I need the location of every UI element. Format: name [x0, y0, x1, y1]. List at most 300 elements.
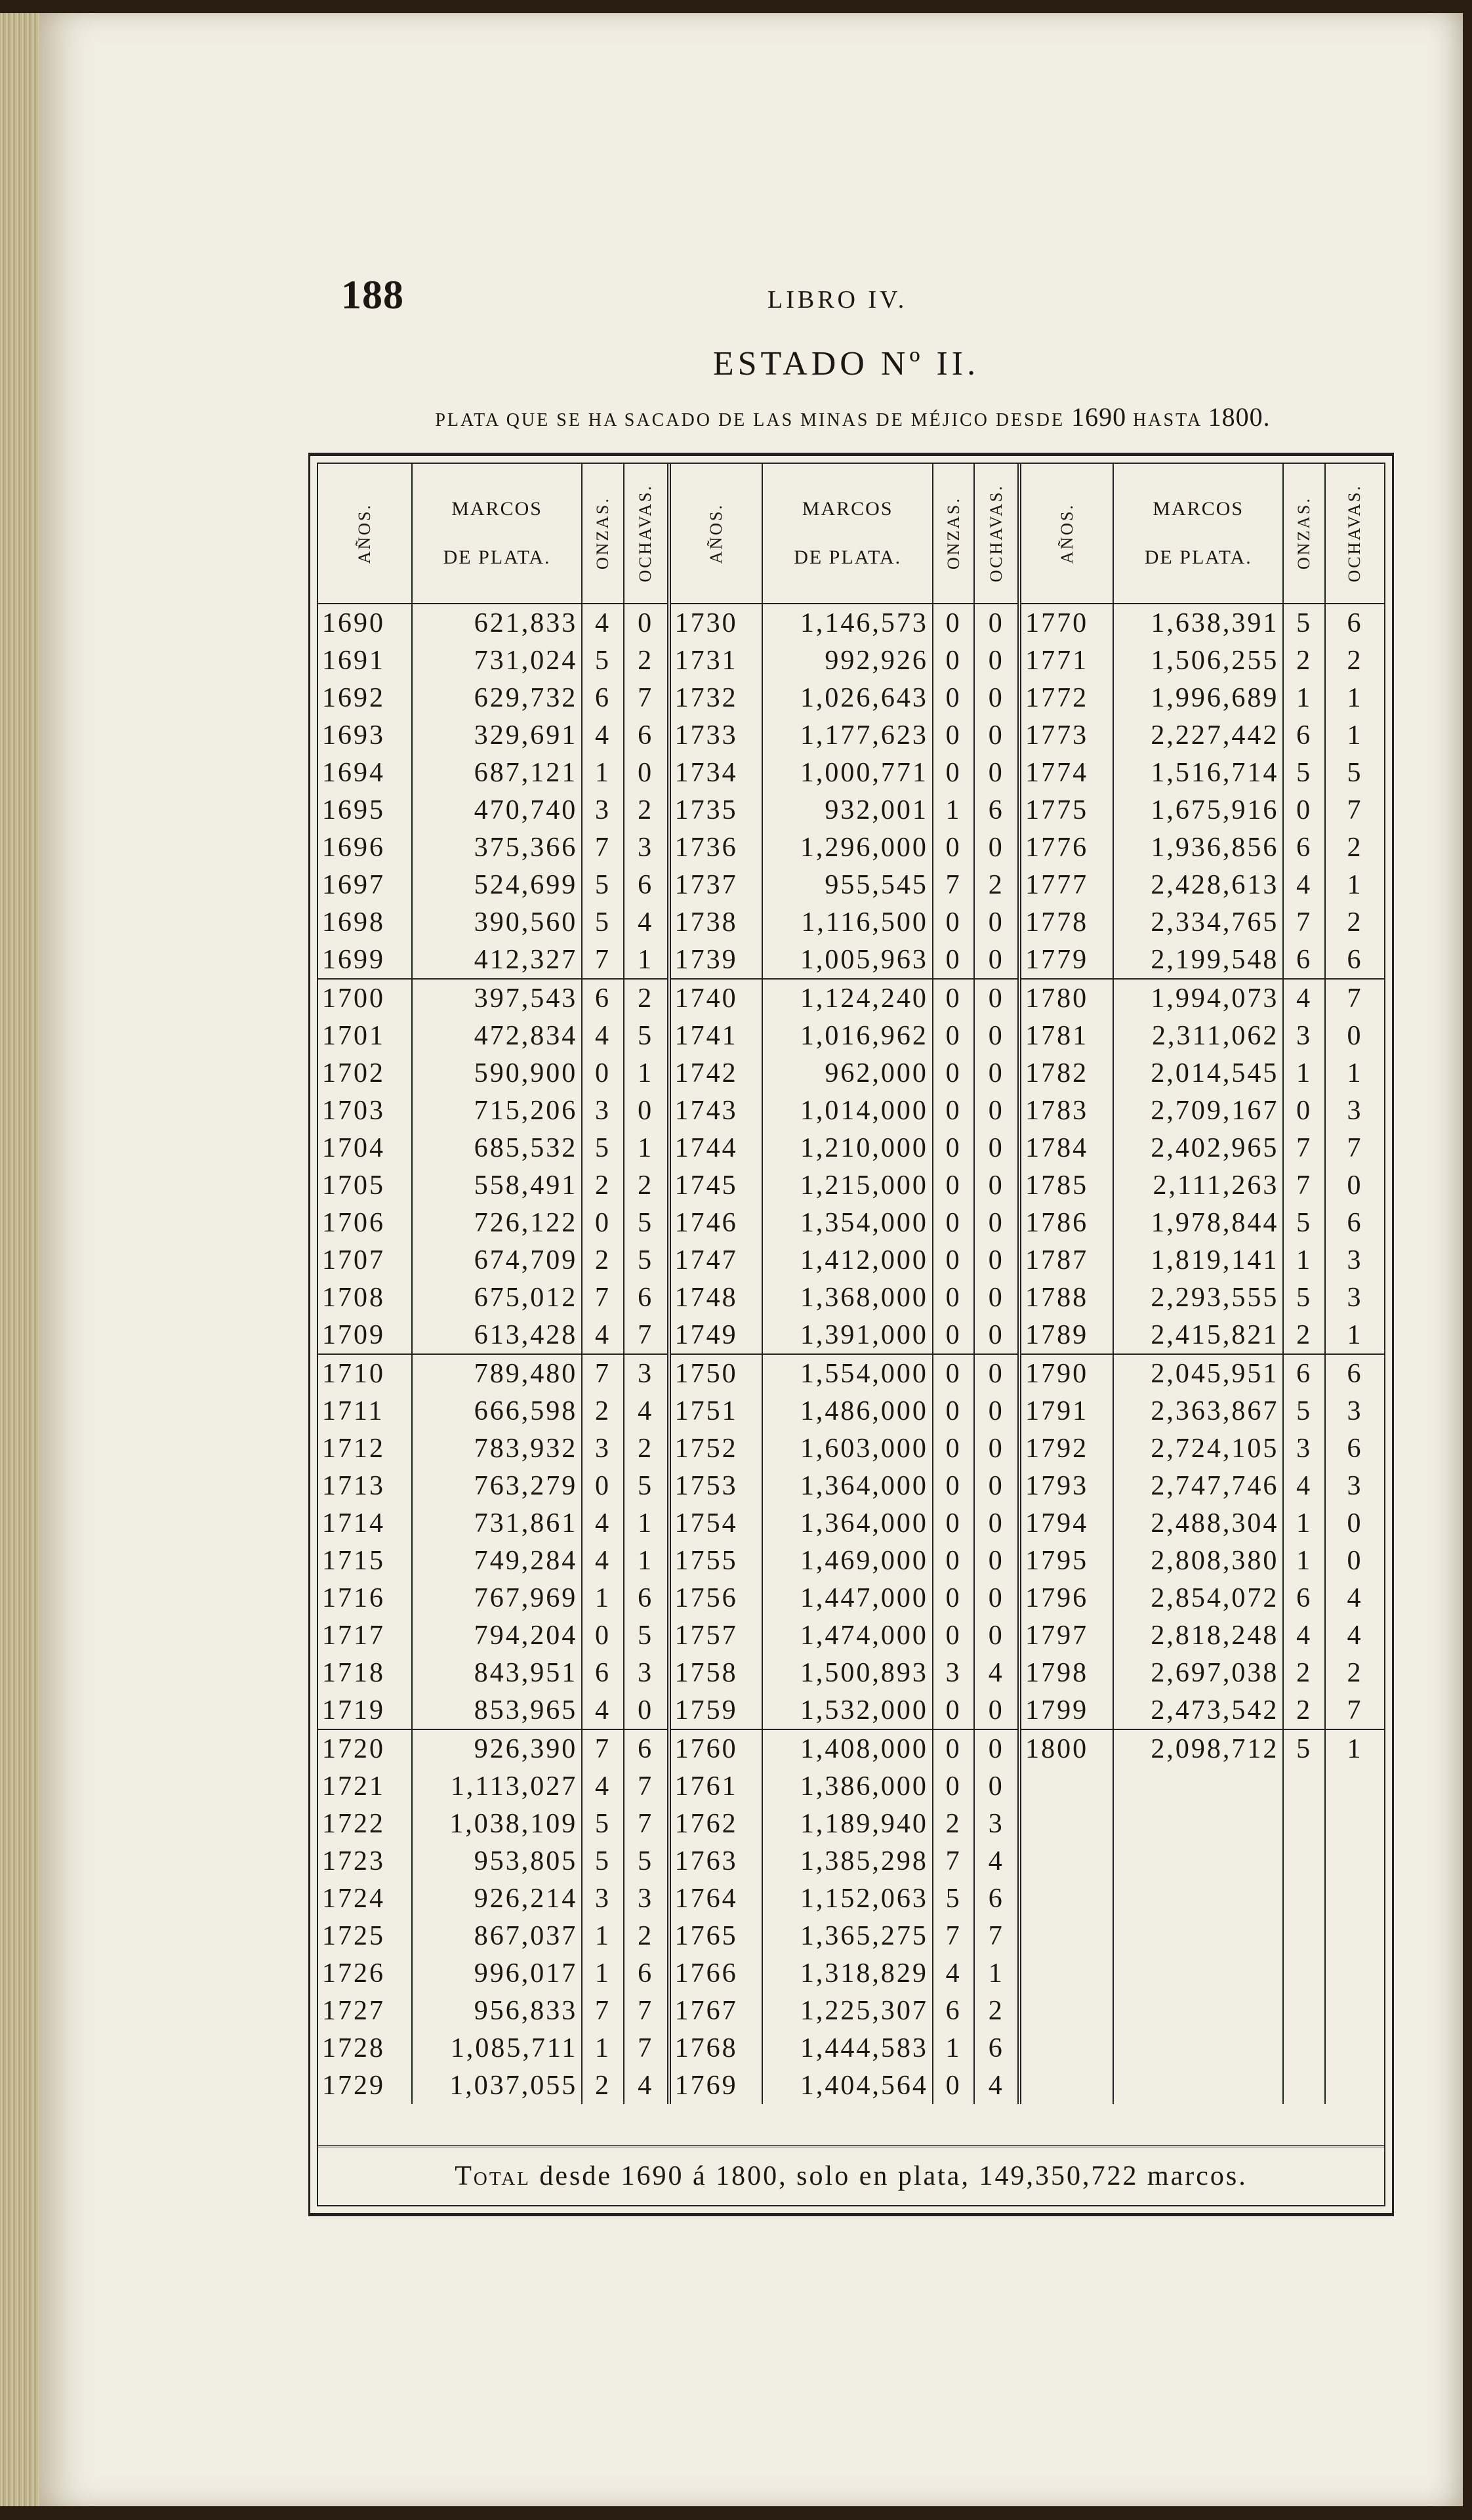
- cell-ochavas: 4: [974, 1654, 1019, 1691]
- cell-onzas: 5: [1283, 1392, 1325, 1430]
- cell-onzas: 0: [1283, 1092, 1325, 1129]
- cell-onzas: 1: [582, 754, 624, 791]
- cell-onzas: 0: [933, 1467, 975, 1504]
- cell-onzas: 0: [933, 1241, 975, 1279]
- cell-ochavas: 2: [624, 1917, 669, 1954]
- table-row: [318, 1579, 1384, 1617]
- cell-year: [1019, 1954, 1113, 1992]
- cell-marcos: 1,085,711: [412, 2029, 582, 2067]
- cell-year: 1701: [318, 1017, 412, 1054]
- cell-year: 1771: [1019, 642, 1113, 679]
- cell-year: 1789: [1019, 1316, 1113, 1354]
- cell-ochavas: 0: [974, 903, 1019, 941]
- cell-onzas: 7: [933, 866, 975, 903]
- cell-onzas: 1: [1283, 1504, 1325, 1542]
- table-row: [318, 866, 1384, 903]
- cell-year: 1705: [318, 1167, 412, 1204]
- header-marcos: [412, 464, 582, 604]
- cell-year: 1779: [1019, 941, 1113, 979]
- cell-year: 1746: [669, 1204, 763, 1241]
- table-row: [318, 1430, 1384, 1467]
- cell-year: 1782: [1019, 1054, 1113, 1092]
- cell-ochavas: 1: [1347, 1319, 1363, 1350]
- header-onzas-label: ONZAS.: [943, 497, 963, 570]
- cell-marcos: 1,603,000: [762, 1430, 932, 1467]
- table-row: [318, 1617, 1384, 1654]
- cell-ochavas: [1325, 1992, 1384, 2029]
- cell-marcos: 1,675,916: [1113, 791, 1283, 829]
- cell-marcos: 687,121: [412, 754, 582, 791]
- table-row: [318, 2067, 1384, 2104]
- cell-ochavas: 4: [1347, 1620, 1363, 1651]
- table-row: [318, 1691, 1384, 1729]
- cell-onzas: 1: [582, 1579, 624, 1617]
- cell-marcos: 867,037: [412, 1917, 582, 1954]
- cell-marcos: 1,005,963: [762, 941, 932, 979]
- cell-marcos: 1,365,275: [762, 1917, 932, 1954]
- cell-marcos: 1,936,856: [1113, 829, 1283, 866]
- cell-marcos: 2,818,248: [1113, 1617, 1283, 1654]
- cell-onzas: 5: [582, 642, 624, 679]
- table-row: [318, 1880, 1384, 1917]
- cell-marcos: 843,951: [412, 1654, 582, 1691]
- cell-marcos: 767,969: [412, 1579, 582, 1617]
- cell-year: 1755: [669, 1542, 763, 1579]
- cell-year: 1699: [318, 941, 412, 979]
- cell-marcos: 1,014,000: [762, 1092, 932, 1129]
- cell-ochavas: 0: [974, 716, 1019, 754]
- table-row: [318, 1092, 1384, 1129]
- cell-onzas: [1283, 1842, 1325, 1880]
- cell-ochavas: 0: [974, 1767, 1019, 1805]
- cell-ochavas: 3: [1347, 1470, 1363, 1501]
- cell-marcos: 2,311,062: [1113, 1017, 1283, 1054]
- cell-onzas: 6: [582, 1654, 624, 1691]
- cell-onzas: 5: [582, 903, 624, 941]
- cell-onzas: 1: [582, 1954, 624, 1992]
- cell-onzas: 0: [933, 1579, 975, 1617]
- cell-ochavas: 2: [1347, 832, 1363, 863]
- cell-marcos: [1113, 2067, 1283, 2104]
- cell-marcos: 1,996,689: [1113, 679, 1283, 716]
- cell-year: 1694: [318, 754, 412, 791]
- header-ochavas: [624, 464, 669, 604]
- table-row: [318, 604, 1384, 642]
- cell-year: 1742: [669, 1054, 763, 1092]
- cell-onzas: 3: [933, 1654, 975, 1691]
- cell-ochavas: 3: [624, 1880, 669, 1917]
- cell-ochavas: 0: [624, 1092, 669, 1129]
- header-marcos-line1: MARCOS: [451, 498, 542, 520]
- cell-marcos: 329,691: [412, 716, 582, 754]
- cell-year: 1715: [318, 1542, 412, 1579]
- header-onzas: [933, 464, 975, 604]
- cell-marcos: 1,412,000: [762, 1241, 932, 1279]
- cell-year: 1780: [1019, 979, 1113, 1017]
- cell-marcos: 1,364,000: [762, 1504, 932, 1542]
- cell-onzas: 3: [582, 1092, 624, 1129]
- table-row: [318, 1054, 1384, 1092]
- cell-marcos: 2,428,613: [1113, 866, 1283, 903]
- cell-marcos: 2,473,542: [1113, 1691, 1283, 1729]
- cell-onzas: 5: [1283, 604, 1325, 642]
- cell-onzas: 0: [933, 716, 975, 754]
- cell-marcos: 1,000,771: [762, 754, 932, 791]
- cell-marcos: 621,833: [412, 604, 582, 642]
- cell-marcos: 926,390: [412, 1729, 582, 1767]
- cell-year: 1777: [1019, 866, 1113, 903]
- cell-marcos: 1,354,000: [762, 1204, 932, 1241]
- cell-onzas: 0: [933, 903, 975, 941]
- cell-onzas: [1283, 1917, 1325, 1954]
- cell-marcos: 629,732: [412, 679, 582, 716]
- cell-ochavas: 7: [1347, 795, 1363, 825]
- cell-ochavas: 6: [974, 1880, 1019, 1917]
- cell-ochavas: 2: [624, 1430, 669, 1467]
- cell-marcos: 731,024: [412, 642, 582, 679]
- cell-marcos: 2,724,105: [1113, 1430, 1283, 1467]
- cell-marcos: 2,045,951: [1113, 1354, 1283, 1392]
- cell-year: 1799: [1019, 1691, 1113, 1729]
- cell-onzas: 7: [1283, 1167, 1325, 1204]
- cell-marcos: 1,516,714: [1113, 754, 1283, 791]
- cell-marcos: 1,026,643: [762, 679, 932, 716]
- cell-ochavas: 0: [624, 1691, 669, 1729]
- header-onzas-label: ONZAS.: [593, 497, 613, 570]
- table-row: [318, 1992, 1384, 2029]
- cell-onzas: 7: [582, 1729, 624, 1767]
- cell-ochavas: 1: [1347, 1058, 1363, 1088]
- cell-ochavas: 2: [624, 791, 669, 829]
- cell-ochavas: 4: [974, 2067, 1019, 2104]
- cell-marcos: 1,469,000: [762, 1542, 932, 1579]
- cell-ochavas: 2: [1347, 645, 1363, 676]
- cell-year: 1792: [1019, 1430, 1113, 1467]
- cell-ochavas: 0: [974, 1167, 1019, 1204]
- cell-year: 1751: [669, 1392, 763, 1430]
- cell-year: [1019, 2067, 1113, 2104]
- cell-onzas: 0: [933, 642, 975, 679]
- cell-marcos: 1,978,844: [1113, 1204, 1283, 1241]
- cell-year: 1794: [1019, 1504, 1113, 1542]
- cell-marcos: 590,900: [412, 1054, 582, 1092]
- cell-year: 1775: [1019, 791, 1113, 829]
- cell-marcos: [1113, 1842, 1283, 1880]
- cell-year: [1019, 1992, 1113, 2029]
- cell-marcos: 1,447,000: [762, 1579, 932, 1617]
- cell-ochavas: 1: [624, 1054, 669, 1092]
- cell-marcos: 2,854,072: [1113, 1579, 1283, 1617]
- cell-ochavas: 0: [974, 1316, 1019, 1354]
- cell-onzas: 0: [933, 1167, 975, 1204]
- cell-year: 1778: [1019, 903, 1113, 941]
- cell-onzas: 5: [1283, 1729, 1325, 1767]
- cell-year: 1732: [669, 679, 763, 716]
- cell-marcos: 1,532,000: [762, 1691, 932, 1729]
- cell-marcos: 2,227,442: [1113, 716, 1283, 754]
- cell-ochavas: 2: [1347, 1657, 1363, 1688]
- table-row: [318, 1805, 1384, 1842]
- cell-onzas: 0: [933, 2067, 975, 2104]
- cell-ochavas: 6: [1347, 1433, 1363, 1464]
- cell-year: 1749: [669, 1316, 763, 1354]
- cell-marcos: 1,215,000: [762, 1167, 932, 1204]
- cell-ochavas: 7: [1347, 1695, 1363, 1725]
- cell-year: 1735: [669, 791, 763, 829]
- cell-onzas: 2: [582, 1241, 624, 1279]
- header-ochavas-label: OCHAVAS.: [1345, 484, 1364, 583]
- cell-marcos: 375,366: [412, 829, 582, 866]
- cell-ochavas: 3: [974, 1805, 1019, 1842]
- cell-onzas: 6: [582, 679, 624, 716]
- cell-onzas: 4: [582, 1017, 624, 1054]
- table-row: [318, 791, 1384, 829]
- cell-year: 1744: [669, 1129, 763, 1167]
- cell-marcos: 674,709: [412, 1241, 582, 1279]
- cell-marcos: 1,177,623: [762, 716, 932, 754]
- cell-ochavas: 0: [974, 1542, 1019, 1579]
- cell-marcos: 1,152,063: [762, 1880, 932, 1917]
- cell-onzas: 6: [1283, 716, 1325, 754]
- cell-ochavas: 0: [974, 1729, 1019, 1767]
- cell-marcos: 397,543: [412, 979, 582, 1017]
- cell-marcos: 715,206: [412, 1092, 582, 1129]
- cell-ochavas: 0: [1347, 1545, 1363, 1576]
- cell-marcos: 2,488,304: [1113, 1504, 1283, 1542]
- cell-ochavas: 0: [624, 604, 669, 642]
- cell-marcos: 2,111,263: [1113, 1167, 1283, 1204]
- cell-year: 1765: [669, 1917, 763, 1954]
- header-ochavas-label: OCHAVAS.: [986, 484, 1006, 583]
- cell-ochavas: 1: [624, 941, 669, 979]
- cell-marcos: 1,210,000: [762, 1129, 932, 1167]
- cell-year: 1776: [1019, 829, 1113, 866]
- table-row: [318, 1767, 1384, 1805]
- cell-onzas: 0: [933, 1729, 975, 1767]
- cell-onzas: 1: [582, 1917, 624, 1954]
- cell-marcos: [1113, 1767, 1283, 1805]
- cell-ochavas: 6: [624, 1579, 669, 1617]
- cell-onzas: 5: [933, 1880, 975, 1917]
- cell-ochavas: [1325, 2067, 1384, 2104]
- cell-ochavas: 6: [974, 2029, 1019, 2067]
- cell-ochavas: 7: [1325, 979, 1384, 1017]
- cell-year: 1712: [318, 1430, 412, 1467]
- cell-marcos: 675,012: [412, 1279, 582, 1316]
- cell-ochavas: 3: [1347, 1095, 1363, 1126]
- cell-marcos: 685,532: [412, 1129, 582, 1167]
- cell-onzas: 0: [933, 1430, 975, 1467]
- silver-table-inner: [317, 463, 1385, 2206]
- cell-marcos: 472,834: [412, 1017, 582, 1054]
- cell-onzas: 0: [933, 1204, 975, 1241]
- cell-ochavas: [1325, 1880, 1384, 1917]
- table-row: [318, 2029, 1384, 2067]
- cell-onzas: 4: [582, 604, 624, 642]
- cell-year: 1790: [1019, 1354, 1113, 1392]
- table-row: [318, 1392, 1384, 1430]
- cell-ochavas: 6: [624, 1954, 669, 1992]
- cell-ochavas: 7: [624, 1767, 669, 1805]
- cell-marcos: 1,474,000: [762, 1617, 932, 1654]
- cell-year: 1783: [1019, 1092, 1113, 1129]
- cell-onzas: 7: [582, 941, 624, 979]
- cell-ochavas: 4: [624, 2067, 669, 2104]
- cell-ochavas: 7: [624, 679, 669, 716]
- cell-year: 1797: [1019, 1617, 1113, 1654]
- cell-year: 1761: [669, 1767, 763, 1805]
- cell-year: 1763: [669, 1842, 763, 1880]
- subtitle-prefix: PLATA QUE SE HA SACADO DE LAS MINAS DE MÉJICO DESDE: [435, 410, 1065, 430]
- cell-onzas: 0: [933, 1504, 975, 1542]
- cell-onzas: 5: [1283, 754, 1325, 791]
- cell-ochavas: 2: [974, 1992, 1019, 2029]
- cell-marcos: 789,480: [412, 1354, 582, 1392]
- header-row: [318, 464, 1384, 604]
- table-row: [318, 1354, 1384, 1392]
- cell-year: 1722: [318, 1805, 412, 1842]
- cell-marcos: 1,506,255: [1113, 642, 1283, 679]
- cell-marcos: 1,116,500: [762, 903, 932, 941]
- cell-ochavas: 5: [1347, 757, 1363, 788]
- cell-ochavas: [1325, 2029, 1384, 2067]
- cell-year: 1736: [669, 829, 763, 866]
- cell-onzas: 7: [933, 1842, 975, 1880]
- cell-ochavas: 1: [624, 1129, 669, 1167]
- table-row: [318, 679, 1384, 716]
- cell-marcos: 613,428: [412, 1316, 582, 1354]
- cell-marcos: 953,805: [412, 1842, 582, 1880]
- cell-marcos: 2,199,548: [1113, 941, 1283, 979]
- header-years-label: AÑOS.: [1057, 503, 1076, 564]
- cell-ochavas: 3: [1347, 1282, 1363, 1313]
- cell-onzas: 7: [582, 829, 624, 866]
- cell-onzas: 5: [1283, 1279, 1325, 1316]
- cell-ochavas: 6: [974, 791, 1019, 829]
- cell-year: 1691: [318, 642, 412, 679]
- cell-ochavas: 1: [1325, 1729, 1384, 1767]
- cell-ochavas: 0: [974, 1504, 1019, 1542]
- cell-year: 1791: [1019, 1392, 1113, 1430]
- cell-year: 1758: [669, 1654, 763, 1691]
- cell-ochavas: 0: [974, 1092, 1019, 1129]
- table-row: [318, 1954, 1384, 1992]
- cell-onzas: 7: [582, 1354, 624, 1392]
- total-row: [318, 2145, 1384, 2205]
- cell-onzas: [1283, 2029, 1325, 2067]
- cell-marcos: 853,965: [412, 1691, 582, 1729]
- cell-ochavas: 2: [1347, 907, 1363, 938]
- cell-onzas: 6: [1283, 941, 1325, 979]
- cell-year: 1767: [669, 1992, 763, 2029]
- table-row: [318, 1241, 1384, 1279]
- cell-onzas: 2: [933, 1805, 975, 1842]
- cell-ochavas: 1: [1347, 682, 1363, 713]
- cell-onzas: 2: [1283, 1316, 1325, 1354]
- cell-year: 1726: [318, 1954, 412, 1992]
- subtitle-to-year: 1800.: [1208, 402, 1271, 432]
- cell-ochavas: [1325, 1805, 1384, 1842]
- cell-year: 1730: [669, 604, 763, 642]
- cell-marcos: 1,554,000: [762, 1354, 932, 1392]
- cell-year: 1702: [318, 1054, 412, 1092]
- cell-onzas: 5: [582, 1129, 624, 1167]
- cell-ochavas: 0: [974, 941, 1019, 979]
- cell-onzas: 0: [933, 979, 975, 1017]
- cell-year: 1734: [669, 754, 763, 791]
- cell-ochavas: 0: [974, 679, 1019, 716]
- cell-ochavas: 0: [974, 1691, 1019, 1729]
- cell-onzas: 0: [582, 1204, 624, 1241]
- cell-marcos: 2,098,712: [1113, 1729, 1283, 1767]
- document-subtitle: [328, 402, 1378, 432]
- cell-ochavas: 7: [974, 1917, 1019, 1954]
- cell-ochavas: 0: [974, 1204, 1019, 1241]
- cell-year: 1773: [1019, 716, 1113, 754]
- header-marcos: [1113, 464, 1283, 604]
- cell-year: 1781: [1019, 1017, 1113, 1054]
- cell-year: 1754: [669, 1504, 763, 1542]
- cell-marcos: 1,318,829: [762, 1954, 932, 1992]
- cell-ochavas: [1325, 1767, 1384, 1805]
- cell-onzas: 3: [1283, 1430, 1325, 1467]
- cell-marcos: 666,598: [412, 1392, 582, 1430]
- cell-onzas: 5: [582, 1805, 624, 1842]
- cell-year: 1713: [318, 1467, 412, 1504]
- cell-ochavas: 1: [624, 1542, 669, 1579]
- cell-marcos: 1,819,141: [1113, 1241, 1283, 1279]
- cell-onzas: 4: [582, 716, 624, 754]
- cell-marcos: 955,545: [762, 866, 932, 903]
- cell-ochavas: 6: [1347, 944, 1363, 975]
- table-row: [318, 1467, 1384, 1504]
- cell-ochavas: 3: [624, 829, 669, 866]
- cell-year: 1724: [318, 1880, 412, 1917]
- cell-ochavas: 6: [624, 866, 669, 903]
- cell-marcos: [1113, 1880, 1283, 1917]
- cell-marcos: 390,560: [412, 903, 582, 941]
- table-row: [318, 1842, 1384, 1880]
- cell-ochavas: 7: [624, 2029, 669, 2067]
- cell-year: 1756: [669, 1579, 763, 1617]
- cell-onzas: 0: [933, 754, 975, 791]
- cell-year: 1717: [318, 1617, 412, 1654]
- table-row: [318, 903, 1384, 941]
- cell-ochavas: 0: [974, 829, 1019, 866]
- cell-year: 1714: [318, 1504, 412, 1542]
- cell-onzas: 6: [933, 1992, 975, 2029]
- cell-ochavas: [1325, 1842, 1384, 1880]
- cell-year: [1019, 1917, 1113, 1954]
- total-label: Total: [455, 2161, 531, 2191]
- cell-onzas: 0: [933, 1354, 975, 1392]
- cell-year: 1711: [318, 1392, 412, 1430]
- cell-year: 1727: [318, 1992, 412, 2029]
- cell-onzas: 6: [1283, 1579, 1325, 1617]
- cell-ochavas: 2: [624, 1167, 669, 1204]
- cell-marcos: 1,296,000: [762, 829, 932, 866]
- cell-onzas: 4: [1283, 866, 1325, 903]
- cell-year: 1774: [1019, 754, 1113, 791]
- table-row: [318, 716, 1384, 754]
- cell-year: 1703: [318, 1092, 412, 1129]
- cell-ochavas: 6: [624, 1729, 669, 1767]
- cell-onzas: [1283, 2067, 1325, 2104]
- cell-onzas: 7: [933, 1917, 975, 1954]
- cell-onzas: 4: [1283, 979, 1325, 1017]
- header-ochavas: [974, 464, 1019, 604]
- cell-marcos: 1,408,000: [762, 1729, 932, 1767]
